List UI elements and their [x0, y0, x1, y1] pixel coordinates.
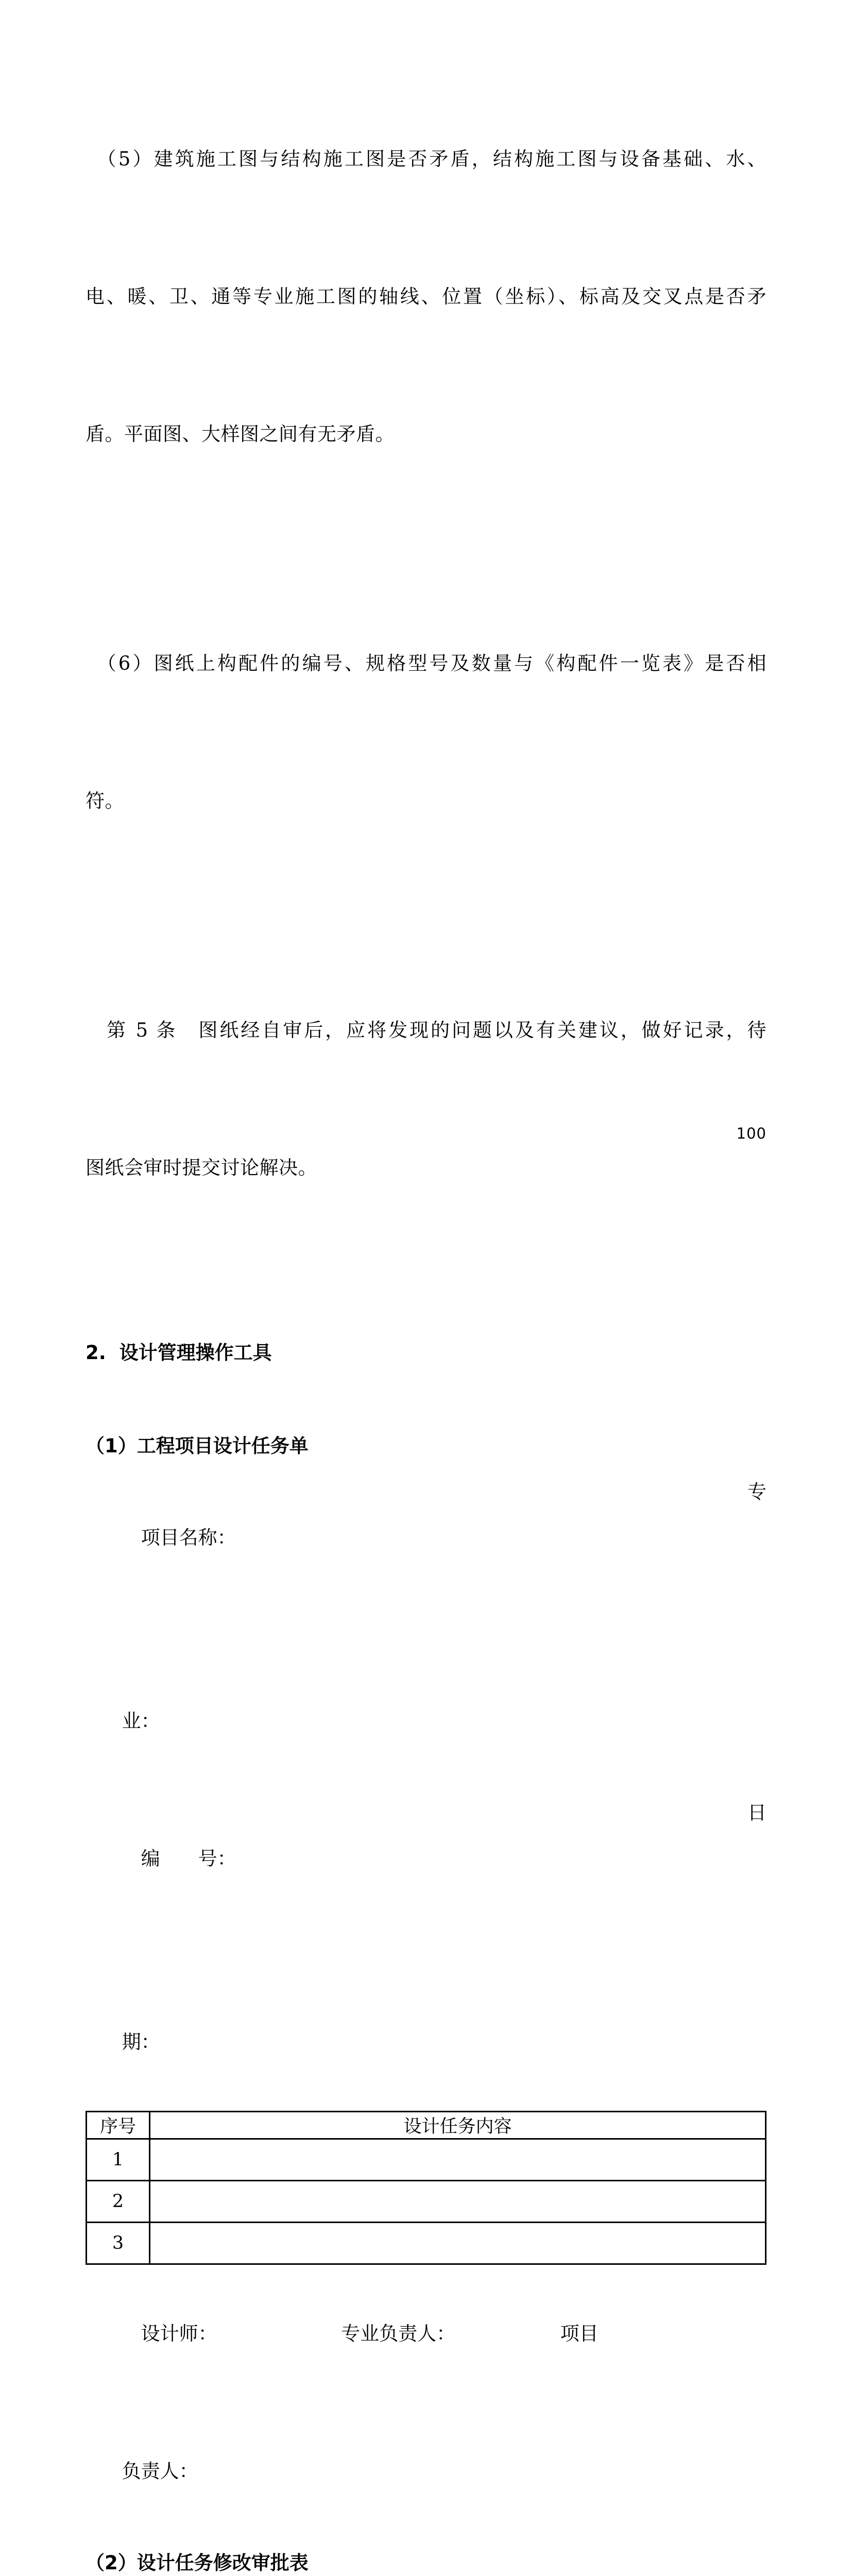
field-number-row	[86, 1790, 766, 1973]
field-specialty-label-tail: 业：	[122, 1710, 160, 1732]
table-header-seq: 序号	[87, 2112, 150, 2139]
section-gap-spacer	[86, 1282, 766, 1330]
page-content	[86, 0, 766, 2576]
table-cell-content[interactable]	[150, 2139, 766, 2181]
paragraph-block-5	[86, 44, 766, 549]
body-line: （6）图纸上构配件的编号、规格型号及数量与《构配件一览表》是否相	[86, 652, 766, 674]
subsection-heading: （1）工程项目设计任务单	[86, 1435, 309, 1457]
table-header-content: 设计任务内容	[150, 2112, 766, 2139]
paragraph-block-6	[86, 549, 766, 916]
table-row[interactable]	[87, 2139, 766, 2181]
subsection-gap-spacer	[86, 1376, 766, 1423]
table-row[interactable]	[87, 2223, 766, 2264]
table-cell-content[interactable]	[150, 2223, 766, 2264]
table-cell-seq: 3	[87, 2223, 150, 2264]
signature-label-tail: 负责人：	[122, 2460, 198, 2482]
page-number: 100	[736, 1125, 766, 1142]
field-date-label-tail: 期：	[122, 2031, 160, 2053]
table-row[interactable]	[87, 2181, 766, 2223]
field-date-label-head: 日	[747, 1802, 766, 1824]
body-line: 图纸会审时提交讨论解决。	[86, 1157, 317, 1179]
field-project-name-row	[86, 1469, 766, 1652]
field-specialty-wrap-row	[86, 1652, 766, 1790]
signature-labels: 设计师： 专业负责人： 项目	[122, 2323, 599, 2345]
signature-wrap-row	[86, 2402, 766, 2540]
table-cell-seq: 2	[87, 2181, 150, 2223]
section-heading: 2. 设计管理操作工具	[86, 1342, 272, 1364]
top-margin-spacer	[86, 0, 766, 44]
body-line: （5）建筑施工图与结构施工图是否矛盾，结构施工图与设备基础、水、	[86, 148, 766, 170]
signature-row	[86, 2265, 766, 2402]
body-line: 第 5 条 图纸经自审后，应将发现的问题以及有关建议，做好记录，待	[86, 1019, 766, 1041]
table-cell-content[interactable]	[150, 2181, 766, 2223]
field-number-label: 编 号：	[122, 1848, 236, 1870]
design-task-table	[86, 2111, 766, 2265]
body-line: 电、暖、卫、通等专业施工图的轴线、位置（坐标）、标高及交叉点是否矛	[86, 285, 766, 308]
field-specialty-label-head: 专	[747, 1481, 766, 1503]
body-line: 符。	[86, 790, 124, 812]
field-project-name-label: 项目名称：	[122, 1527, 236, 1549]
table-header-row	[87, 2112, 766, 2139]
paragraph-block-article-5	[86, 916, 766, 1282]
body-line: 盾。平面图、大样图之间有无矛盾。	[86, 423, 395, 445]
next-subsection-heading: （2）设计任务修改审批表	[86, 2552, 309, 2574]
table-cell-seq: 1	[87, 2139, 150, 2181]
field-date-wrap-row	[86, 1973, 766, 2111]
